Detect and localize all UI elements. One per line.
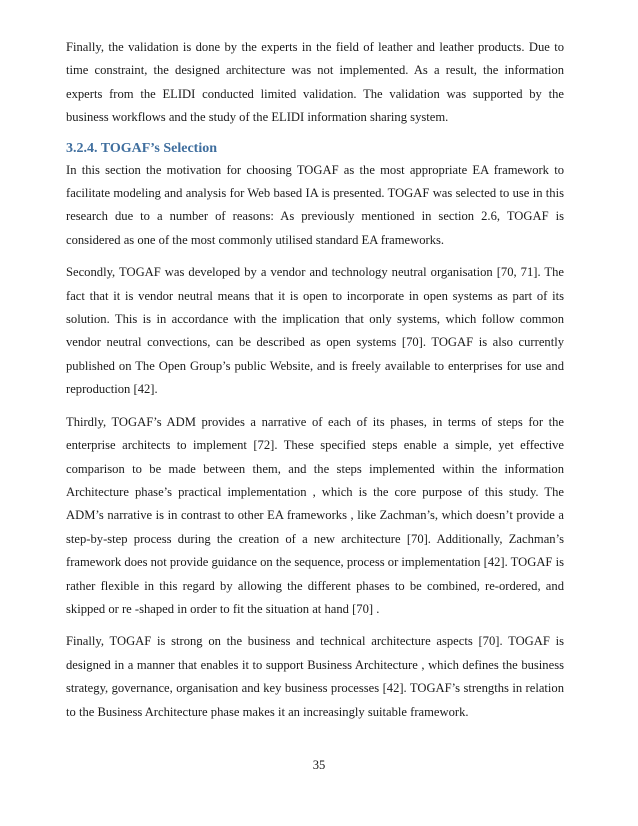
intro-paragraph: Finally, the validation is done by the experts in the field of leather and leather products. Due to time constraint, the designed architecture was not implemented. As a result, the information experts from the ELIDI conducted limited validation. The validation was supported by the business workflows and the study of the ELIDI information sharing system. xyxy=(66,40,564,125)
document-page xyxy=(66,36,564,733)
paragraph-vendor-neutral: Secondly, TOGAF was developed by a vendor and technology neutral organisation [70, 71]. The fact that it is vendor neutral means that it is open to incorporate in open systems as part of its solution. This is in accordance with the implication that only systems, which follow common vendor neutral convections, can be described as open systems [70]. TOGAF is also currently published on The Open Group’s public Website, and is freely available to enterprises for use and reproduction [42]. xyxy=(66,265,564,397)
page-number: 35 xyxy=(312,758,326,772)
paragraph-business-architecture: Finally, TOGAF is strong on the business and technical architecture aspects [70]. TOGAF is designed in a manner that enables it to support Business Architecture , which defines the business strategy, governance, organisation and key business processes [42]. TOGAF’s strengths in relation to the Business Architecture phase makes it an increasingly suitable framework. xyxy=(66,634,564,719)
paragraph-adm-narrative: Thirdly, TOGAF’s ADM provides a narrative of each of its phases, in terms of steps for the enterprise architects to implement [72]. These specified steps enable a simple, yet effective comparison to be made between them, and the steps implemented within the information Architecture phase’s practical implementation , which is the core purpose of this study. The ADM’s narrative is in contrast to other EA frameworks , like Zachman’s, which doesn’t provide a step-by-step process during the creation of a new architecture [70]. Additionally, Zachman’s framework does not provide guidance on the sequence, process or implementation [42]. TOGAF is rather flexible in this regard by allowing the different phases to be combined, re-ordered, and skipped or re -shaped in order to fit the situation at hand [70] . xyxy=(66,414,564,616)
paragraph-motivation: In this section the motivation for choosing TOGAF as the most appropriate EA framework to facilitate modeling and analysis for Web based IA is presented. TOGAF was selected to use in this research due to a number of reasons: As previously mentioned in section 2.6, TOGAF is considered as one of the most commonly utilised standard EA frameworks. xyxy=(66,162,564,247)
section-heading: 3.2.4. TOGAF’s Selection xyxy=(66,140,218,156)
